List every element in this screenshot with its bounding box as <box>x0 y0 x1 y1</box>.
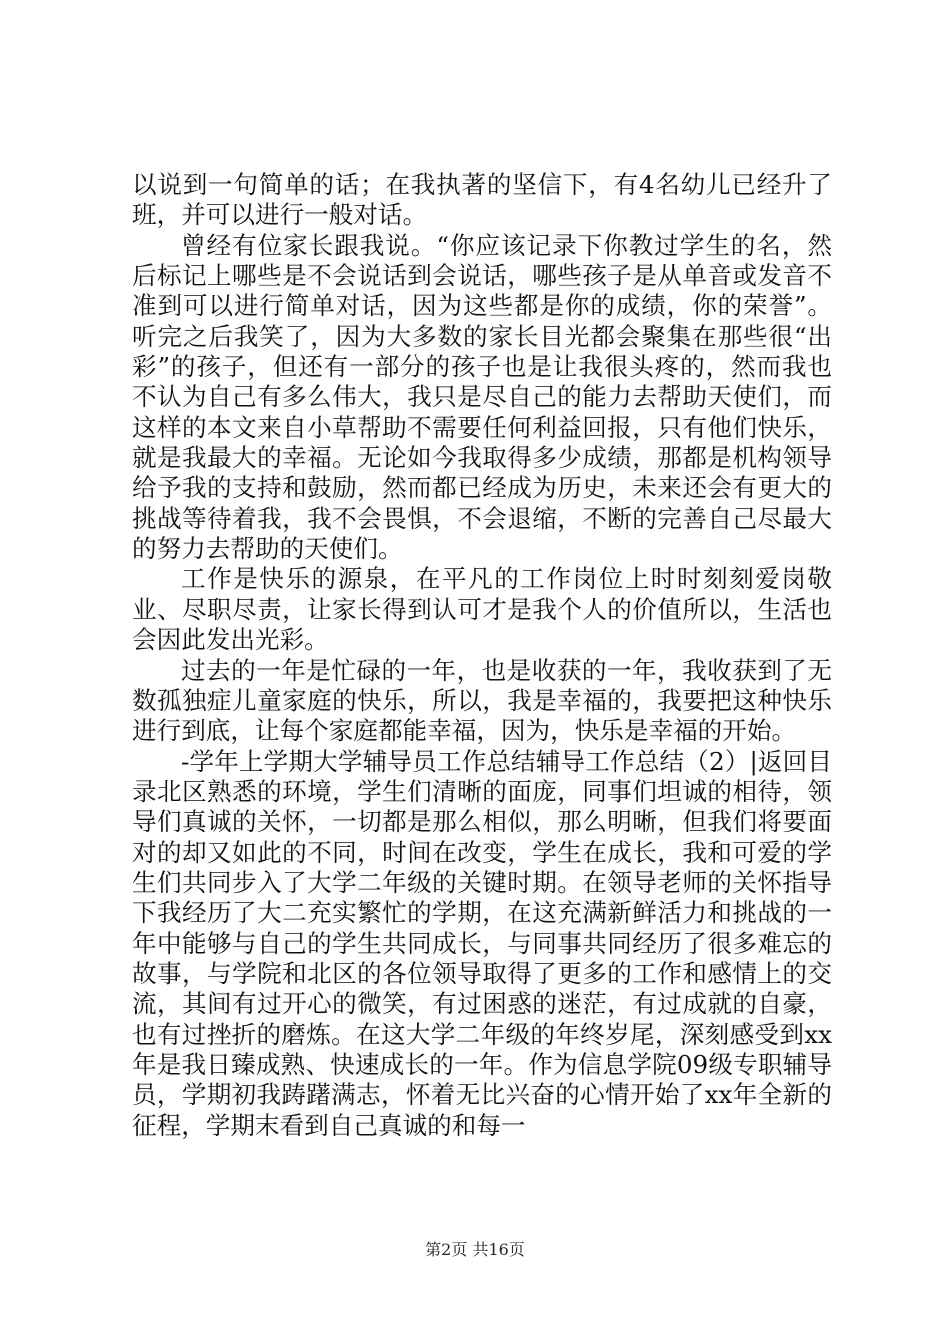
paragraph-2: 曾经有位家长跟我说。“你应该记录下你教过学生的名，然后标记上哪些是不会说话到会说话，哪些孩子是从单音或发音不准到可以进行简单对话，因为这些都是你的成绩，你的荣誉”。听完之后我笑了，因为大多数的家长目光都会聚集在那些很“出彩”的孩子，但还有一部分的孩子也是让我很头疼的，然而我也不认为自己有多么伟大，我只是尽自己的能力去帮助天使们，而这样的本文来自小草帮助不需要任何利益回报，只有他们快乐，就是我最大的幸福。无论如今我取得多少成绩，那都是机构领导给予我的支持和鼓励，然而都已经成为历史，未来还会有更大的挑战等待着我，我不会畏惧，不会退缩，不断的完善自己尽最大的努力去帮助的天使们。 <box>132 230 832 564</box>
body-text <box>132 170 832 1141</box>
page-footer: 第2页 共16页 <box>425 1240 525 1259</box>
paragraph-3: 工作是快乐的源泉，在平凡的工作岗位上时时刻刻爱岗敬业、尽职尽责，让家长得到认可才是我个人的价值所以，生活也会因此发出光彩。 <box>132 564 832 655</box>
paragraph-4: 过去的一年是忙碌的一年，也是收获的一年，我收获到了无数孤独症儿童家庭的快乐，所以，我是幸福的，我要把这种快乐进行到底，让每个家庭都能幸福，因为，快乐是幸福的开始。 <box>132 655 832 746</box>
paragraph-1: 以说到一句简单的话；在我执著的坚信下，有4名幼儿已经升了班，并可以进行一般对话。 <box>132 170 832 230</box>
paragraph-5: -学年上学期大学辅导员工作总结辅导工作总结（2）|返回目录北区熟悉的环境，学生们清晰的面庞，同事们坦诚的相待，领导们真诚的关怀，一切都是那么相似，那么明晰，但我们将要面对的却又如此的不同，时间在改变，学生在成长，我和可爱的学生们共同步入了大学二年级的关键时期。在领导老师的关怀指导下我经历了大二充实繁忙的学期，在这充满新鲜活力和挑战的一年中能够与自己的学生共同成长，与同事共同经历了很多难忘的故事，与学院和北区的各位领导取得了更多的工作和感情上的交流，其间有过开心的微笑，有过困惑的迷茫，有过成就的自豪，也有过挫折的磨炼。在这大学二年级的年终岁尾，深刻感受到xx年是我日臻成熟、快速成长的一年。作为信息学院09级专职辅导员，学期初我踌躇满志，怀着无比兴奋的心情开始了xx年全新的征程，学期末看到自己真诚的和每一 <box>132 746 832 1140</box>
